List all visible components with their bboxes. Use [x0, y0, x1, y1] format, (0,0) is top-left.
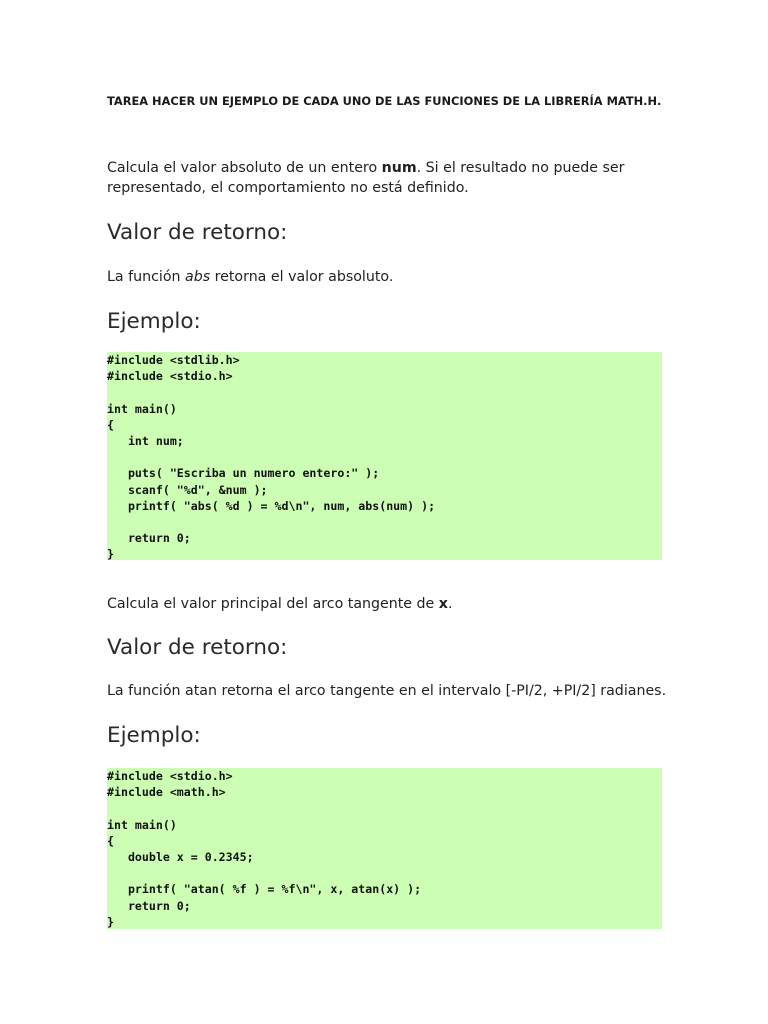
abs-desc-keyword: num: [381, 160, 417, 176]
atan-desc-text-pre: Calcula el valor principal del arco tangente de: [107, 596, 439, 612]
atan-code-line: [107, 800, 662, 816]
atan-return-heading: Valor de retorno:: [107, 635, 288, 660]
abs-code-line: {: [107, 417, 114, 432]
atan-code-line: double x = 0.2345;: [107, 849, 254, 864]
abs-return-post: retorna el valor absoluto.: [210, 269, 394, 285]
abs-code-line: int main(): [107, 401, 177, 416]
abs-example-heading: Ejemplo:: [107, 309, 201, 334]
abs-code-line: return 0;: [107, 531, 191, 546]
page-title: TAREA HACER UN EJEMPLO DE CADA UNO DE LAS FUNCIONES DE LA LIBRERÍA MATH.H.: [107, 94, 662, 108]
abs-code-line: int num;: [107, 433, 184, 448]
abs-return-func-name: abs: [185, 269, 211, 285]
atan-example-heading: Ejemplo:: [107, 723, 201, 748]
abs-return-pre: La función: [107, 269, 186, 285]
atan-desc-text-post: .: [447, 596, 453, 612]
abs-code-line: puts( "Escriba un numero entero:" );: [107, 466, 380, 481]
atan-desc-keyword: x: [438, 596, 448, 612]
abs-code-block: [107, 352, 662, 560]
atan-code-line: #include <math.h>: [107, 785, 226, 800]
abs-code-line: #include <stdlib.h>: [107, 353, 240, 367]
abs-description: [107, 158, 624, 198]
atan-code-line: }: [107, 914, 114, 929]
atan-code-block: [107, 768, 662, 929]
abs-desc-text-pre: Calcula el valor absoluto de un entero: [107, 160, 382, 176]
abs-code-line: [107, 449, 662, 465]
atan-code-line: int main(): [107, 817, 177, 832]
abs-code-line: [107, 384, 662, 400]
atan-code-line: #include <stdio.h>: [107, 769, 233, 783]
abs-description-line-1: [107, 158, 624, 178]
atan-code-line: [107, 865, 662, 881]
atan-code-line: printf( "atan( %f ) = %f\n", x, atan(x) );: [107, 882, 422, 897]
abs-code-line: }: [107, 547, 114, 562]
atan-code-line: {: [107, 833, 114, 848]
atan-description: [107, 594, 452, 614]
abs-desc-text-post: . Si el resultado no puede ser: [416, 160, 625, 176]
abs-return-heading: Valor de retorno:: [107, 220, 288, 245]
abs-return-text: [107, 267, 393, 287]
abs-description-line-2: representado, el comportamiento no está definido.: [107, 180, 469, 196]
atan-code-line: return 0;: [107, 898, 191, 913]
abs-code-line: printf( "abs( %d ) = %d\n", num, abs(num) );: [107, 498, 436, 513]
abs-code-line: #include <stdio.h>: [107, 369, 233, 384]
abs-code-line: [107, 514, 662, 530]
atan-return-text: La función atan retorna el arco tangente en el intervalo [-PI/2, +PI/2] radianes.: [107, 683, 667, 699]
abs-code-line: scanf( "%d", &num );: [107, 482, 268, 497]
